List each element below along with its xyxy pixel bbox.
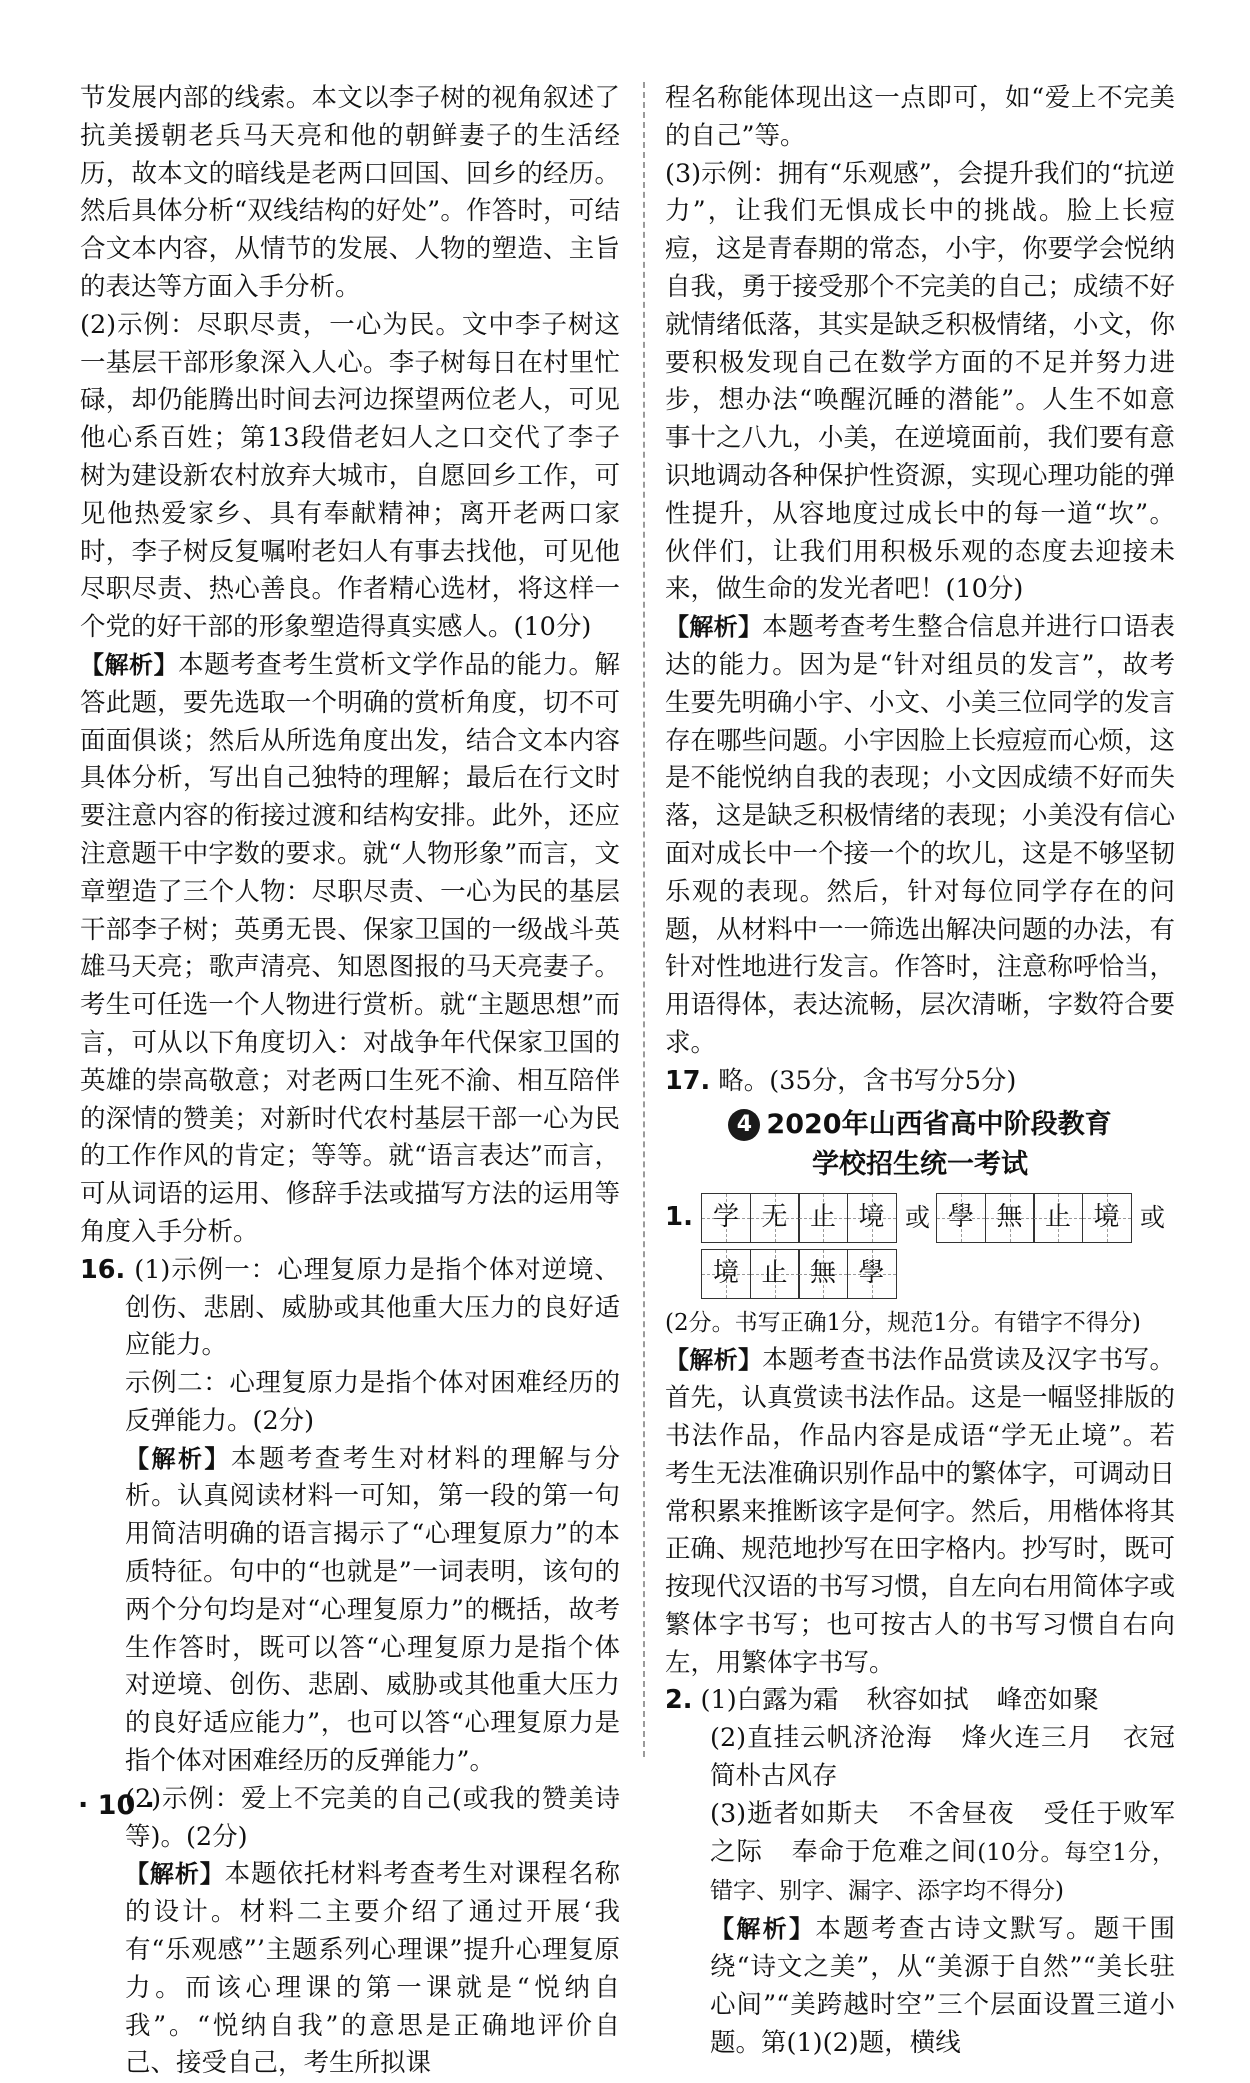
analysis-tag: 【解析】 (710, 1915, 816, 1944)
section-title-text-1: 2020年山西省高中阶段教育 (766, 1108, 1112, 1140)
q2-answer: 奉命于危难之间 (790, 1836, 978, 1867)
q1-analysis (665, 1342, 1175, 1682)
analysis-tag: 【解析】 (125, 1444, 231, 1473)
analysis-text: 本题考查古诗文默写。题干围绕“诗文之美”，从“美源于自然”“美长驻心间”“美跨越时空”三个层面设置三道小题。第(1)(2)题，横线 (710, 1914, 1175, 2058)
question-16 (80, 1252, 620, 1365)
question-17 (665, 1063, 1175, 1101)
tianzige-grid-traditional (936, 1193, 1130, 1243)
analysis-tag: 【解析】 (80, 650, 179, 679)
or-text: 或 (905, 1202, 931, 1232)
left-analysis-1 (80, 647, 620, 1252)
left-column (80, 80, 620, 2083)
question-number: 1. (665, 1201, 693, 1232)
right-paragraph-2: (3)示例：拥有“乐观感”，会提升我们的“抗逆力”，让我们无惧成长中的挑战。脸上长痘痘，这是青春期的常态，小宇，你要学会悦纳自我，勇于接受那个不完美的自己；成绩不好就情绪低落，其实是缺乏积极情绪，小文，你要积极发现自己在数学方面的不足并努力进步，想办法“唤醒沉睡的潜能”。人生不如意事十之八九，小美，在逆境面前，我们要有意识地调动各种保护性资源，实现心理功能的弹性提升，从容地度过成长中的每一道“坎”。伙伴们，让我们用积极乐观的态度去迎接未来，做生命的发光者吧！(10分) (665, 158, 1176, 605)
grid-cell: 境 (1082, 1193, 1132, 1243)
section-number-badge: 4 (728, 1109, 760, 1141)
section-title-line-2: 学校招生统一考试 (812, 1148, 1028, 1180)
question-number: 16. (80, 1254, 126, 1285)
grid-cell: 境 (847, 1193, 897, 1243)
q2-answer: (2)直挂云帆济沧海 (710, 1723, 933, 1754)
question-number: 17. (665, 1065, 711, 1096)
q16-answer-2: 示例二：心理复原力是指个体对困难经历的反弹能力。(2分) (125, 1368, 620, 1436)
q2-answer: 不舍昼夜 (907, 1798, 1015, 1829)
q16-analysis-1 (80, 1441, 620, 1781)
right-paragraph-1: 程名称能体现出这一点即可，如“爱上不完美的自己”等。 (665, 83, 1175, 151)
grid-cell: 學 (936, 1193, 986, 1243)
q2-part-2 (665, 1720, 1175, 1796)
q2-scoring-note: (10分。每空1分，错字、别字、漏字、添字均不得分) (710, 1839, 1175, 1905)
analysis-tag: 【解析】 (125, 1860, 225, 1889)
q2-answer: 烽火连三月 (960, 1723, 1094, 1754)
grid-cell: 學 (847, 1249, 897, 1299)
grid-cell: 止 (750, 1249, 800, 1299)
right-column (665, 80, 1175, 2062)
analysis-tag: 【解析】 (665, 1346, 763, 1375)
section-heading (665, 1105, 1175, 1185)
grid-cell: 止 (1033, 1193, 1083, 1243)
q16-analysis-2 (80, 1856, 620, 2083)
analysis-tag: 【解析】 (665, 613, 763, 642)
question-number: 2. (665, 1685, 693, 1716)
analysis-text: 本题考查书法作品赏读及汉字书写。首先，认真赏读书法作品。这是一幅竖排版的书法作品，作品内容是成语“学无止境”。若考生无法准确识别作品中的繁体字，可调动日常积累来推断该字是何字。然后，用楷体将其正确、规范地抄写在田字格内。抄写时，既可按现代汉语的书写习惯，自左向右用简体字或繁体字书写；也可按古人的书写习惯自右向左，用繁体字书写。 (665, 1345, 1176, 1678)
analysis-text: 本题考查考生对材料的理解与分析。认真阅读材料一可知，第一段的第一句用简洁明确的语言揭示了“心理复原力”的本质特征。句中的“也就是”一词表明，该句的两个分句均是对“心理复原力”的概括，故考生作答时，既可以答“心理复原力是指个体对逆境、创伤、悲剧、威胁或其他重大压力的良好适应能力”，也可以答“心理复原力是指个体对困难经历的反弹能力”。 (125, 1443, 620, 1777)
q16-answer-1: (1)示例一：心理复原力是指个体对逆境、创伤、悲剧、威胁或其他重大压力的良好适应能力。 (125, 1254, 621, 1361)
grid-cell: 止 (798, 1193, 848, 1243)
tianzige-grid-reversed (701, 1249, 895, 1299)
grid-cell: 无 (750, 1193, 800, 1243)
tianzige-grid-simplified (701, 1193, 895, 1243)
q1-grid-row-2 (665, 1249, 1175, 1299)
left-paragraph-2: (2)示例：尽职尽责，一心为民。文中李子树这一基层干部形象深入人心。李子树每日在村里忙碌，却仍能腾出时间去河边探望两位老人，可见他心系百姓；第13段借老妇人之口交代了李子树为建设新农村放弃大城市，自愿回乡工作，可见他热爱家乡、具有奉献精神；离开老两口家时，李子树反复嘱咐老妇人有事去找他，可见他尽职尽责、热心善良。作者精心选材，将这样一个党的好干部的形象塑造得真实感人。(10分) (80, 309, 620, 643)
column-divider (643, 82, 645, 1757)
q16-answer-3: (2)示例：爱上不完美的自己(或我的赞美诗等)。(2分) (125, 1783, 620, 1852)
grid-cell: 境 (701, 1249, 751, 1299)
q2-answer: 衣冠简朴古风存 (710, 1723, 1175, 1792)
analysis-text: 本题考查考生整合信息并进行口语表达的能力。因为是“针对组员的发言”，故考生要先明确小宇、小文、小美三位同学的发言存在哪些问题。小宇因脸上长痘痘而心烦，这是不能悦纳自我的表现；小文因成绩不好而失落，这是缺乏积极情绪的表现；小美没有信心面对成长中一个接一个的坎儿，这是不够坚韧乐观的表现。然后，针对每位同学存在的问题，从材料中一一筛选出解决问题的办法，有针对性地进行发言。作答时，注意称呼恰当，用语得体，表达流畅，层次清晰，字数符合要求。 (665, 612, 1176, 1058)
right-analysis-1 (665, 609, 1175, 1063)
q1-grid-row-1 (665, 1193, 1175, 1243)
q1-scoring-note: (2分。书写正确1分，规范1分。有错字不得分) (665, 1309, 1141, 1336)
q17-answer: 略。(35分，含书写分5分) (718, 1065, 1017, 1096)
q2-part-3 (665, 1796, 1175, 1911)
or-text: 或 (1140, 1202, 1166, 1232)
q2-answer: (1)白露为霜 (700, 1685, 839, 1716)
analysis-text: 本题依托材料考查考生对课程名称的设计。材料二主要介绍了通过开展‘我有“乐观感”’主题系列心理课”提升心理复原力。而该心理课的第一课就是“悦纳自我”。“悦纳自我”的意思是正确地评价自己、接受自己，考生所拟课 (125, 1859, 620, 2079)
left-paragraph-1: 节发展内部的线索。本文以李子树的视角叙述了抗美援朝老兵马天亮和他的朝鲜妻子的生活经历，故本文的暗线是老两口回国、回乡的经历。然后具体分析“双线结构的好处”。作答时，可结合文本内容，从情节的发展、人物的塑造、主旨的表达等方面入手分析。 (80, 83, 620, 302)
section-title-line-1 (665, 1105, 1175, 1145)
q2-answer: 受任于败军之际 (710, 1798, 1175, 1867)
page-number: · 10 · (78, 1790, 155, 1821)
q2-answer: 秋容如拭 (866, 1685, 969, 1716)
analysis-text: 本题考查考生赏析文学作品的能力。解答此题，要先选取一个明确的赏析角度，切不可面面俱谈；然后从所选角度出发，结合文本内容具体分析，写出自己独特的理解；最后在行文时要注意内容的衔接过渡和结构安排。此外，还应注意题干中字数的要求。就“人物形象”而言，文章塑造了三个人物：尽职尽责、一心为民的基层干部李子树；英勇无畏、保家卫国的一级战斗英雄马天亮；歌声清亮、知恩图报的马天亮妻子。考生可任选一个人物进行赏析。就“主题思想”而言，可从以下角度切入：对战争年代保家卫国的英雄的崇高敬意；对老两口生死不渝、相互陪伴的深情的赞美；对新时代农村基层干部一心为民的工作作风的肯定；等等。就“语言表达”而言，可从词语的运用、修辞手法或描写方法的运用等角度入手分析。 (80, 649, 620, 1247)
q2-answer: (3)逝者如斯夫 (710, 1798, 880, 1829)
q2-analysis (665, 1911, 1175, 2062)
grid-cell: 学 (701, 1193, 751, 1243)
grid-cell: 無 (985, 1193, 1035, 1243)
q2-answer: 峰峦如聚 (996, 1685, 1099, 1716)
grid-cell: 無 (798, 1249, 848, 1299)
question-2 (665, 1682, 1175, 1720)
